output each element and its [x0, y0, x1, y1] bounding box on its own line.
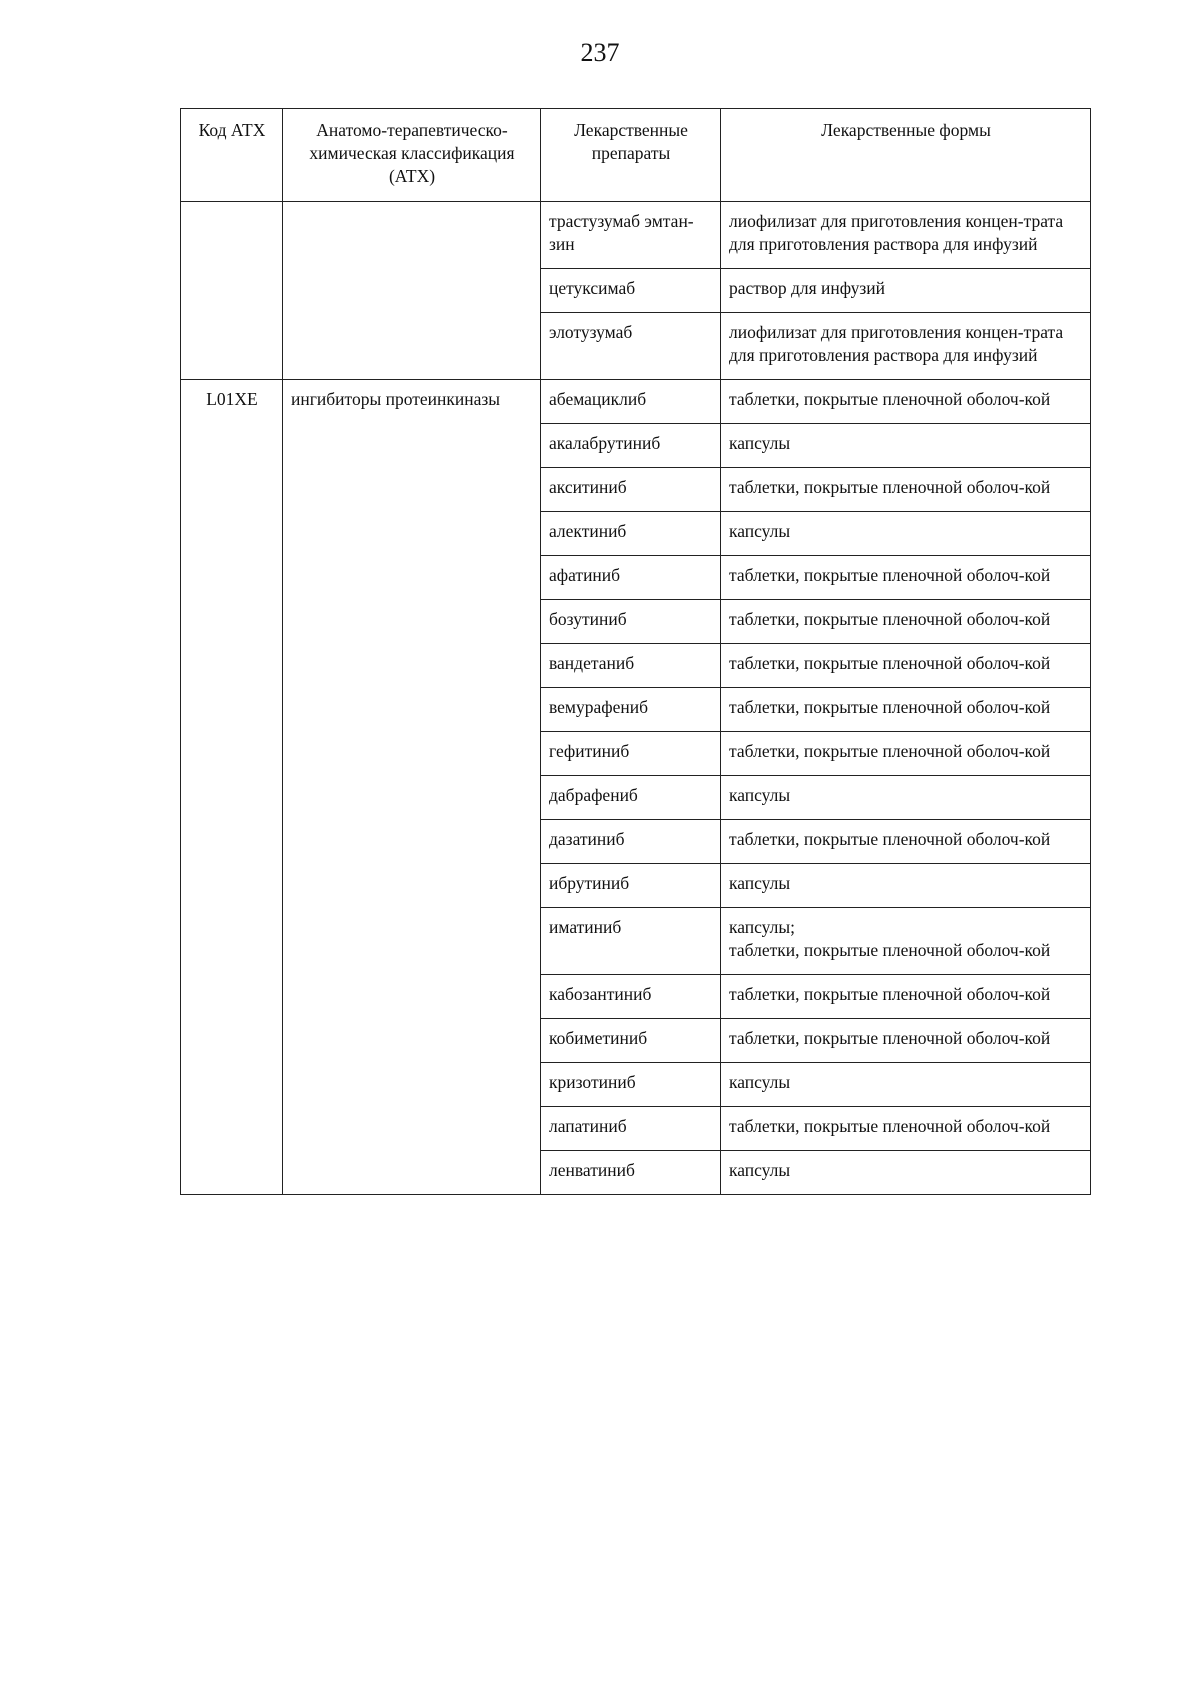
atx-code-cell: [181, 468, 283, 512]
atx-classification-cell: [283, 732, 541, 776]
drug-name-cell: афатиниб: [541, 556, 721, 600]
dosage-form-text: таблетки, покрытые пленочной оболоч-кой: [729, 653, 1051, 673]
atx-code-cell: [181, 313, 283, 380]
dosage-forms-cell: [721, 202, 1091, 269]
dosage-forms-cell: [721, 864, 1091, 908]
dosage-form-text: таблетки, покрытые пленочной оболоч-кой: [729, 741, 1051, 761]
dosage-form-text: таблетки, покрытые пленочной оболоч-кой: [729, 1028, 1051, 1048]
dosage-form-text: таблетки, покрытые пленочной оболоч-кой: [729, 829, 1051, 849]
atx-classification-cell: [283, 820, 541, 864]
atx-classification-cell: [283, 776, 541, 820]
atx-classification-cell: [283, 313, 541, 380]
drug-name-cell: акалабрутиниб: [541, 424, 721, 468]
drug-name-cell: дабрафениб: [541, 776, 721, 820]
dosage-form-text: таблетки, покрытые пленочной оболоч-кой: [729, 940, 1051, 960]
dosage-form-text: капсулы: [729, 433, 791, 453]
table-row: [181, 820, 1091, 864]
atx-classification-cell: [283, 975, 541, 1019]
table-row: [181, 556, 1091, 600]
page-number: 237: [580, 38, 620, 67]
atx-classification-cell: [283, 556, 541, 600]
atx-code-cell: [181, 556, 283, 600]
dosage-forms-cell: [721, 1063, 1091, 1107]
atx-classification-cell: [283, 1107, 541, 1151]
table-row: [181, 512, 1091, 556]
dosage-forms-cell: [721, 732, 1091, 776]
dosage-form-text: таблетки, покрытые пленочной оболоч-кой: [729, 565, 1051, 585]
drug-name-cell: вемурафениб: [541, 688, 721, 732]
dosage-form-text: капсулы: [729, 1160, 791, 1180]
atx-code-cell: [181, 908, 283, 975]
table-row: [181, 776, 1091, 820]
dosage-forms-cell: [721, 1107, 1091, 1151]
drug-name-cell: бозутиниб: [541, 600, 721, 644]
dosage-form-text: раствор для инфузий: [729, 278, 886, 298]
table-row: [181, 908, 1091, 975]
atx-drug-table: [180, 108, 1091, 1195]
atx-classification-cell: [283, 1063, 541, 1107]
dosage-forms-cell: [721, 975, 1091, 1019]
table-row: [181, 269, 1091, 313]
dosage-form-text: таблетки, покрытые пленочной оболоч-кой: [729, 609, 1051, 629]
drug-name-cell: иматиниб: [541, 908, 721, 975]
table-row: [181, 975, 1091, 1019]
table-row: [181, 1151, 1091, 1195]
table-row: [181, 732, 1091, 776]
drug-name-cell: цетуксимаб: [541, 269, 721, 313]
atx-code-cell: L01XE: [181, 380, 283, 424]
dosage-forms-cell: [721, 380, 1091, 424]
atx-classification-cell: [283, 424, 541, 468]
dosage-forms-cell: [721, 313, 1091, 380]
atx-code-cell: [181, 864, 283, 908]
atx-classification-cell: [283, 1151, 541, 1195]
table-row: [181, 644, 1091, 688]
dosage-forms-cell: [721, 424, 1091, 468]
table-row: [181, 202, 1091, 269]
atx-code-cell: [181, 512, 283, 556]
atx-code-cell: [181, 1107, 283, 1151]
atx-code-cell: [181, 202, 283, 269]
table-row: [181, 600, 1091, 644]
atx-classification-cell: [283, 1019, 541, 1063]
atx-classification-cell: [283, 688, 541, 732]
dosage-form-text: таблетки, покрытые пленочной оболоч-кой: [729, 1116, 1051, 1136]
drug-name-cell: лапатиниб: [541, 1107, 721, 1151]
atx-code-cell: [181, 1151, 283, 1195]
atx-code-cell: [181, 269, 283, 313]
dosage-form-text: капсулы: [729, 521, 791, 541]
header-classification: Анатомо-терапевтическо-химическая классификация (АТХ): [283, 109, 541, 202]
drug-name-cell: кабозантиниб: [541, 975, 721, 1019]
table-body: [181, 202, 1091, 1195]
table-row: [181, 424, 1091, 468]
dosage-form-text: таблетки, покрытые пленочной оболоч-кой: [729, 389, 1051, 409]
drug-name-cell: элотузумаб: [541, 313, 721, 380]
table-row: [181, 313, 1091, 380]
drug-name-cell: ленватиниб: [541, 1151, 721, 1195]
dosage-form-text: капсулы;: [729, 917, 796, 937]
atx-classification-cell: [283, 600, 541, 644]
drug-name-cell: абемациклиб: [541, 380, 721, 424]
atx-code-cell: [181, 644, 283, 688]
dosage-forms-cell: [721, 600, 1091, 644]
dosage-forms-cell: [721, 512, 1091, 556]
dosage-form-text: капсулы: [729, 873, 791, 893]
drug-name-cell: кризотиниб: [541, 1063, 721, 1107]
drug-name-cell: ибрутиниб: [541, 864, 721, 908]
table-row: [181, 688, 1091, 732]
atx-classification-cell: [283, 644, 541, 688]
atx-classification-cell: ингибиторы протеинкиназы: [283, 380, 541, 424]
table-row: [181, 864, 1091, 908]
atx-code-cell: [181, 975, 283, 1019]
dosage-form-text: капсулы: [729, 785, 791, 805]
atx-code-cell: [181, 600, 283, 644]
dosage-forms-cell: [721, 269, 1091, 313]
dosage-forms-cell: [721, 468, 1091, 512]
dosage-form-text: капсулы: [729, 1072, 791, 1092]
atx-code-cell: [181, 820, 283, 864]
atx-code-cell: [181, 1063, 283, 1107]
drug-name-cell: гефитиниб: [541, 732, 721, 776]
table-row: [181, 1019, 1091, 1063]
header-code: Код АТХ: [181, 109, 283, 202]
dosage-forms-cell: [721, 644, 1091, 688]
dosage-forms-cell: [721, 776, 1091, 820]
table-row: [181, 1107, 1091, 1151]
dosage-form-text: лиофилизат для приготовления концен-трата для приготовления раствора для инфузий: [729, 322, 1064, 365]
drug-name-cell: вандетаниб: [541, 644, 721, 688]
drug-name-cell: алектиниб: [541, 512, 721, 556]
table-header-row: [181, 109, 1091, 202]
dosage-forms-cell: [721, 908, 1091, 975]
atx-code-cell: [181, 424, 283, 468]
drug-name-cell: кобиметиниб: [541, 1019, 721, 1063]
atx-code-cell: [181, 732, 283, 776]
atx-classification-cell: [283, 468, 541, 512]
atx-code-cell: [181, 1019, 283, 1063]
drug-name-cell: трастузумаб эмтан-зин: [541, 202, 721, 269]
table-row: [181, 468, 1091, 512]
dosage-forms-cell: [721, 820, 1091, 864]
dosage-forms-cell: [721, 556, 1091, 600]
table-row: [181, 380, 1091, 424]
atx-code-cell: [181, 688, 283, 732]
drug-name-cell: акситиниб: [541, 468, 721, 512]
dosage-form-text: таблетки, покрытые пленочной оболоч-кой: [729, 984, 1051, 1004]
dosage-form-text: таблетки, покрытые пленочной оболоч-кой: [729, 477, 1051, 497]
dosage-form-text: лиофилизат для приготовления концен-трата для приготовления раствора для инфузий: [729, 211, 1064, 254]
dosage-forms-cell: [721, 1019, 1091, 1063]
atx-classification-cell: [283, 908, 541, 975]
header-drugs: Лекарственные препараты: [541, 109, 721, 202]
dosage-forms-cell: [721, 1151, 1091, 1195]
atx-classification-cell: [283, 202, 541, 269]
header-forms: Лекарственные формы: [721, 109, 1091, 202]
atx-classification-cell: [283, 864, 541, 908]
dosage-form-text: таблетки, покрытые пленочной оболоч-кой: [729, 697, 1051, 717]
atx-code-cell: [181, 776, 283, 820]
dosage-forms-cell: [721, 688, 1091, 732]
atx-classification-cell: [283, 512, 541, 556]
atx-classification-cell: [283, 269, 541, 313]
table-row: [181, 1063, 1091, 1107]
drug-name-cell: дазатиниб: [541, 820, 721, 864]
